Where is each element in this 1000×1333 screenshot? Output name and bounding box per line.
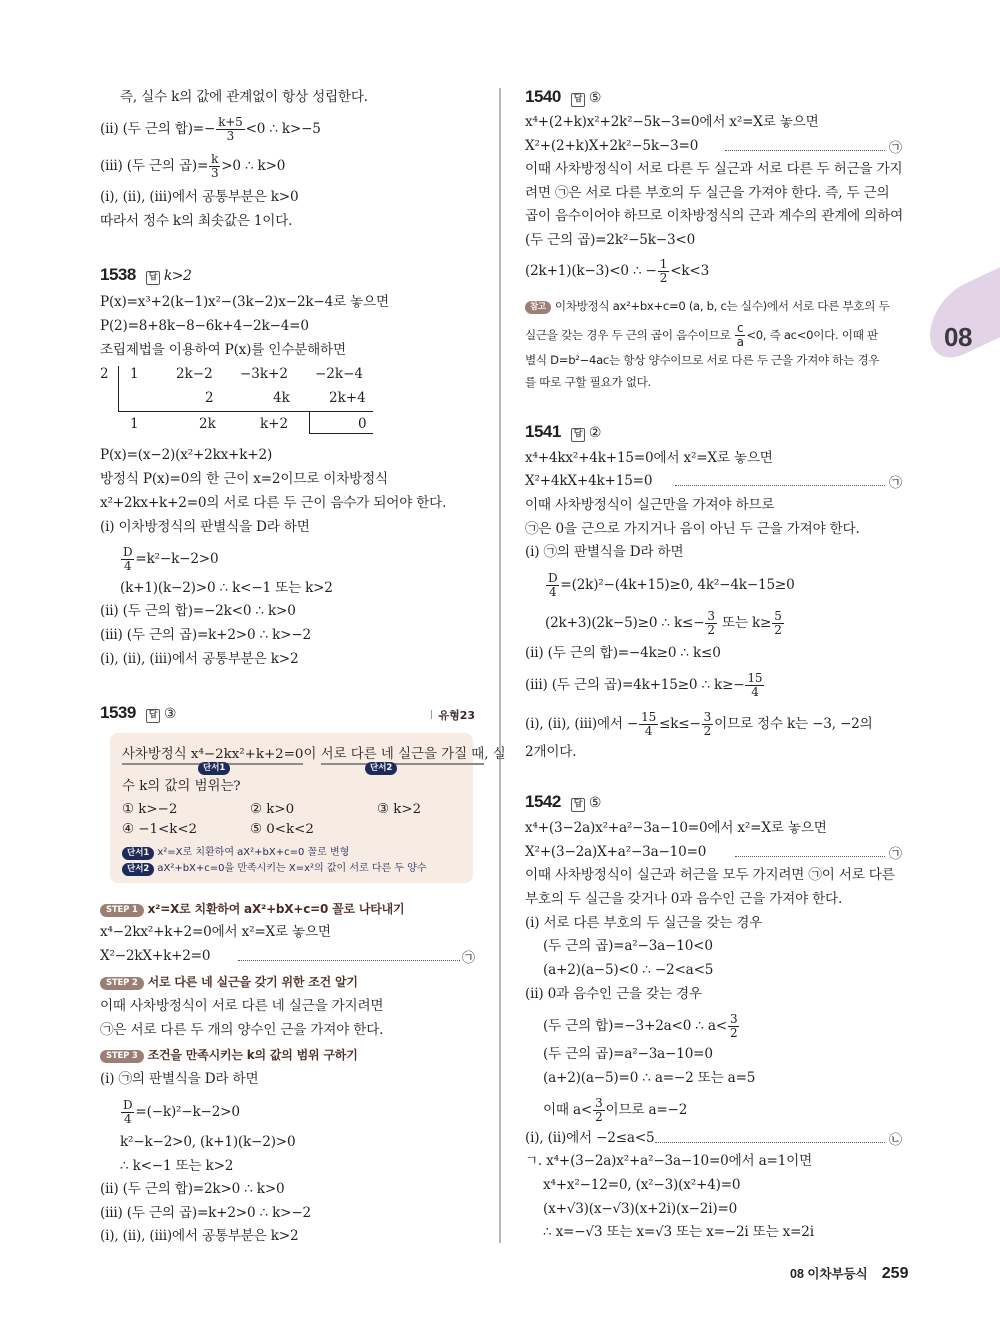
text-line: k²−k−2>0, (k+1)(k−2)>0 [120, 1134, 296, 1150]
text-line: (i) ㉠의 판별식을 D라 하면 [100, 1071, 259, 1087]
dot-leader [675, 485, 885, 486]
fraction: $\frac{1}{2}$ [659, 257, 668, 285]
problem-number: 1539 [100, 703, 136, 722]
dot-leader [238, 960, 460, 961]
answer-icon: 답 [571, 798, 585, 812]
text-line: 즉, 실수 k의 값에 관계없이 항상 성립한다. [120, 89, 368, 105]
fraction: $\frac{D}{4}$ [123, 1098, 133, 1126]
choice-4[interactable]: ④ −1<k<2 [122, 822, 198, 837]
text-line: 곱이 음수이어야 하므로 이차방정식의 근과 계수의 관계에 의하여 [525, 208, 903, 224]
text-line: (i), (ii), (iii)에서 공통부분은 k>2 [100, 1228, 299, 1244]
note-line: 를 따로 구할 필요가 없다. [525, 375, 651, 389]
fraction: $\frac{k+5}{3}$ [218, 115, 243, 143]
step-1: STEP 1 x²=X로 치환하여 aX²+bX+c=0 꼴로 나타내기 [100, 900, 404, 918]
text-line: P(x)=(x−2)(x²+2kx+k+2) [100, 447, 273, 463]
column-divider [499, 88, 501, 1243]
answer-value: ③ [163, 706, 176, 722]
text-line: 이때 사차방정식이 실근과 허근을 모두 가지려면 ㉠이 서로 다른 [525, 867, 895, 883]
hint-line: 단서2 aX²+bX+c=0을 만족시키는 X=x²의 값이 서로 다른 두 양수 [122, 859, 427, 876]
text-line: (i), (ii)에서 −2≤a<5 [525, 1130, 655, 1146]
text-line: (ii) 0과 음수인 근을 갖는 경우 [525, 986, 702, 1002]
text-line: 따라서 정수 k의 최솟값은 1이다. [100, 213, 293, 229]
text-line: 이때 사차방정식이 서로 다른 네 실근을 가지려면 [100, 998, 384, 1014]
text-line: (i), (ii), (iii)에서 공통부분은 k>2 [100, 651, 299, 667]
text-line: x⁴−2kx²+k+2=0에서 x²=X로 놓으면 [100, 924, 331, 940]
text-line: $\frac{D}{4}$ =(−k)²−k−2>0 [123, 1098, 240, 1126]
text-line: ㄱ. x⁴+(3−2a)x²+a²−3a−10=0에서 a=1이면 [525, 1153, 812, 1169]
problem-statement: 사차방정식 x⁴−2kx²+k+2=0이 서로 다른 네 실근을 가질 때, 실 [122, 743, 506, 762]
note-line: 실근을 갖는 경우 두 근의 곱이 음수이므로 $\frac{c}{a}$ <0, 즉 ac<0이다. 이때 판 [525, 321, 878, 349]
text-line: 2개이다. [525, 744, 577, 760]
problem-number: 1538 [100, 265, 136, 284]
text-line: ∴ x=−√3 또는 x=√3 또는 x=−2i 또는 x=2i [543, 1224, 814, 1240]
answer-icon: 답 [146, 709, 160, 723]
note-line: 별식 D=b²−4ac는 항상 양수이므로 서로 다른 두 근을 가져야 하는 경우 [525, 353, 880, 367]
step-2: STEP 2 서로 다른 네 실근을 갖기 위한 조건 알기 [100, 973, 358, 991]
text-line: (두 근의 합)=−3+2a<0 ∴ a< $\frac{3}{2}$ [543, 1012, 738, 1040]
text-line: x²+2kx+k+2=0의 서로 다른 두 근이 음수가 되어야 한다. [100, 495, 447, 511]
page-number: 259 [881, 1265, 909, 1282]
circle-mark: ㉡ [889, 1133, 903, 1148]
answer-icon: 답 [571, 93, 585, 107]
fraction: $\frac{15}{4}$ [641, 710, 657, 738]
text-line: x⁴+(2+k)x²+2k²−5k−3=0에서 x²=X로 놓으면 [525, 114, 819, 130]
answer-value: ⑤ [588, 90, 601, 106]
problem-header-1538 [100, 265, 191, 285]
chapter-tab-number: 08 [944, 322, 972, 352]
problem-header-1542 [525, 792, 601, 812]
text-line: (두 근의 곱)=a²−3a−10=0 [543, 1046, 713, 1062]
answer-value: ⑤ [588, 795, 601, 811]
fraction: $\frac{3}{2}$ [729, 1012, 738, 1040]
fraction: $\frac{3}{2}$ [595, 1096, 603, 1124]
fraction: $\frac{3}{2}$ [707, 609, 715, 637]
fraction: $\frac{D}{4}$ [123, 545, 133, 573]
problem-number: 1540 [525, 87, 561, 106]
text-line: 이때 a< $\frac{3}{2}$ 이므로 a=−2 [543, 1096, 688, 1124]
text-line: x⁴+x²−12=0, (x²−3)(x²+4)=0 [543, 1177, 741, 1193]
text-line: ∴ k<−1 또는 k>2 [120, 1158, 234, 1174]
fraction: $\frac{15}{4}$ [747, 671, 763, 699]
problem-header-1541 [525, 422, 601, 442]
text-line: 려면 ㉠은 서로 다른 부호의 두 실근을 가져야 한다. 즉, 두 근의 [525, 185, 890, 201]
text-line: (iii) (두 근의 곱)=k+2>0 ∴ k>−2 [100, 627, 312, 643]
text-line: X²+(2+k)X+2k²−5k−3=0 [525, 138, 699, 154]
note-badge: 참고 [525, 301, 551, 314]
problem-header-1539 [100, 703, 176, 723]
text-line: $\frac{D}{4}$ =k²−k−2>0 [123, 545, 219, 573]
choice-5[interactable]: ⑤ 0<k<2 [250, 822, 314, 837]
text-line: P(x)=x³+2(k−1)x²−(3k−2)x−2k−4로 놓으면 [100, 294, 389, 310]
text-line: (iii) (두 근의 곱)= $\frac{k}{3}$ >0 ∴ k>0 [100, 152, 286, 180]
footer-chapter: 08 이차부등식 [790, 1267, 868, 1281]
fraction: $\frac{c}{a}$ [736, 321, 744, 349]
fraction: $\frac{5}{2}$ [774, 609, 782, 637]
text-line: ㉠은 0을 근으로 가지거나 음이 아닌 두 근을 가져야 한다. [525, 521, 860, 537]
text-line: (a+2)(a−5)<0 ∴ −2<a<5 [543, 962, 714, 978]
text-line: (iii) (두 근의 곱)=4k+15≥0 ∴ k≥− $\frac{15}{4}$ [525, 671, 763, 699]
circle-mark: ㉠ [889, 847, 903, 862]
text-line: (두 근의 곱)=a²−3a−10<0 [543, 938, 713, 954]
text-line: X²−2kX+k+2=0 [100, 948, 211, 964]
answer-icon: 답 [146, 271, 160, 285]
hint2-badge: 단서2 [365, 762, 397, 775]
text-line: (i) ㉠의 판별식을 D라 하면 [525, 544, 684, 560]
hint1-badge: 단서1 [198, 762, 230, 775]
synthetic-division-table: 2 1 2k−2 −3k+2 −2k−4 2 4k 2k+4 1 2k k+2 0 [100, 366, 380, 436]
dot-leader [655, 1142, 885, 1143]
fraction: $\frac{D}{4}$ [548, 571, 558, 599]
text-line: (ii) (두 근의 합)=− $\frac{k+5}{3}$ <0 ∴ k>−5 [100, 115, 321, 143]
note-line: 참고 이차방정식 ax²+bx+c=0 (a, b, c는 실수)에서 서로 다른 부호의 두 [525, 297, 889, 315]
text-line: P(2)=8+8k−8−6k+4−2k−4=0 [100, 318, 309, 334]
problem-number: 1541 [525, 422, 561, 441]
circle-mark: ㉠ [889, 141, 903, 156]
hint-line: 단서1 x²=X로 치환하여 aX²+bX+c=0 꼴로 변형 [122, 843, 349, 860]
text-line: (i) 서로 다른 부호의 두 실근을 갖는 경우 [525, 915, 763, 931]
text-line: 이때 사차방정식이 실근만을 가져야 하므로 [525, 497, 775, 513]
text-line: (ii) (두 근의 합)=−4k≥0 ∴ k≤0 [525, 645, 721, 661]
problem-statement: 수 k의 값의 범위는? [122, 779, 241, 794]
answer-icon: 답 [571, 428, 585, 442]
text-line: (ii) (두 근의 합)=2k>0 ∴ k>0 [100, 1181, 285, 1197]
step-3: STEP 3 조건을 만족시키는 k의 값의 범위 구하기 [100, 1046, 358, 1064]
problem-number: 1542 [525, 792, 561, 811]
text-line: X²+(3−2a)X+a²−3a−10=0 [525, 844, 707, 860]
text-line: (2k+3)(2k−5)≥0 ∴ k≤− $\frac{3}{2}$ 또는 k≥ $\frac{5}{2}$ [545, 609, 782, 637]
problem-header-1540 [525, 87, 601, 107]
dot-leader [725, 150, 885, 151]
text-line: (i), (ii), (iii)에서 − $\frac{15}{4}$ ≤k≤− $\frac{3}{2}$ 이므로 정수 k는 −3, −2의 [525, 710, 873, 738]
text-line: x⁴+4kx²+4k+15=0에서 x²=X로 놓으면 [525, 450, 773, 466]
text-line: $\frac{D}{4}$ =(2k)²−(4k+15)≥0, 4k²−4k−15≥0 [548, 571, 795, 599]
text-line: 조립제법을 이용하여 P(x)를 인수분해하면 [100, 342, 346, 358]
circle-mark: ㉠ [462, 951, 476, 966]
answer-value: k>2 [163, 268, 192, 284]
fraction: $\frac{3}{2}$ [703, 710, 712, 738]
text-line: (i) 이차방정식의 판별식을 D라 하면 [100, 519, 310, 535]
text-line: (2k+1)(k−3)<0 ∴ − $\frac{1}{2}$ <k<3 [525, 257, 710, 285]
text-line: 방정식 P(x)=0의 한 근이 x=2이므로 이차방정식 [100, 471, 388, 487]
text-line: (두 근의 곱)=2k²−5k−3<0 [525, 232, 696, 248]
problem-box [110, 733, 506, 883]
answer-value: ② [588, 425, 601, 441]
text-line: (ii) (두 근의 합)=−2k<0 ∴ k>0 [100, 603, 296, 619]
text-line: ㉠은 서로 다른 두 개의 양수인 근을 가져야 한다. [100, 1022, 384, 1038]
page-footer [790, 1264, 908, 1283]
step-badge: STEP 1 [100, 904, 144, 917]
text-line: (k+1)(k−2)>0 ∴ k<−1 또는 k>2 [120, 580, 333, 596]
text-line: (a+2)(a−5)=0 ∴ a=−2 또는 a=5 [543, 1070, 756, 1086]
choice-3[interactable]: ③ k>2 [377, 802, 422, 817]
fraction: $\frac{k}{3}$ [210, 152, 219, 180]
step-badge: STEP 3 [100, 1050, 144, 1063]
choice-2[interactable]: ② k>0 [250, 802, 295, 817]
text-line: (i), (ii), (iii)에서 공통부분은 k>0 [100, 189, 299, 205]
text-line: (x+√3)(x−√3)(x+2i)(x−2i)=0 [543, 1201, 738, 1217]
text-line: x⁴+(3−2a)x²+a²−3a−10=0에서 x²=X로 놓으면 [525, 820, 827, 836]
text-line: 부호의 두 실근을 갖거나 0과 음수인 근을 가져야 한다. [525, 891, 843, 907]
text-line: (iii) (두 근의 곱)=k+2>0 ∴ k>−2 [100, 1205, 312, 1221]
type-tag: 유형23 [431, 707, 475, 723]
text-line: X²+4kX+4k+15=0 [525, 473, 653, 489]
choice-1[interactable]: ① k>−2 [122, 802, 178, 817]
text-line: 이때 사차방정식이 서로 다른 두 실근과 서로 다른 두 허근을 가지 [525, 161, 903, 177]
dot-leader [735, 856, 885, 857]
circle-mark: ㉠ [889, 476, 903, 491]
step-badge: STEP 2 [100, 977, 144, 990]
